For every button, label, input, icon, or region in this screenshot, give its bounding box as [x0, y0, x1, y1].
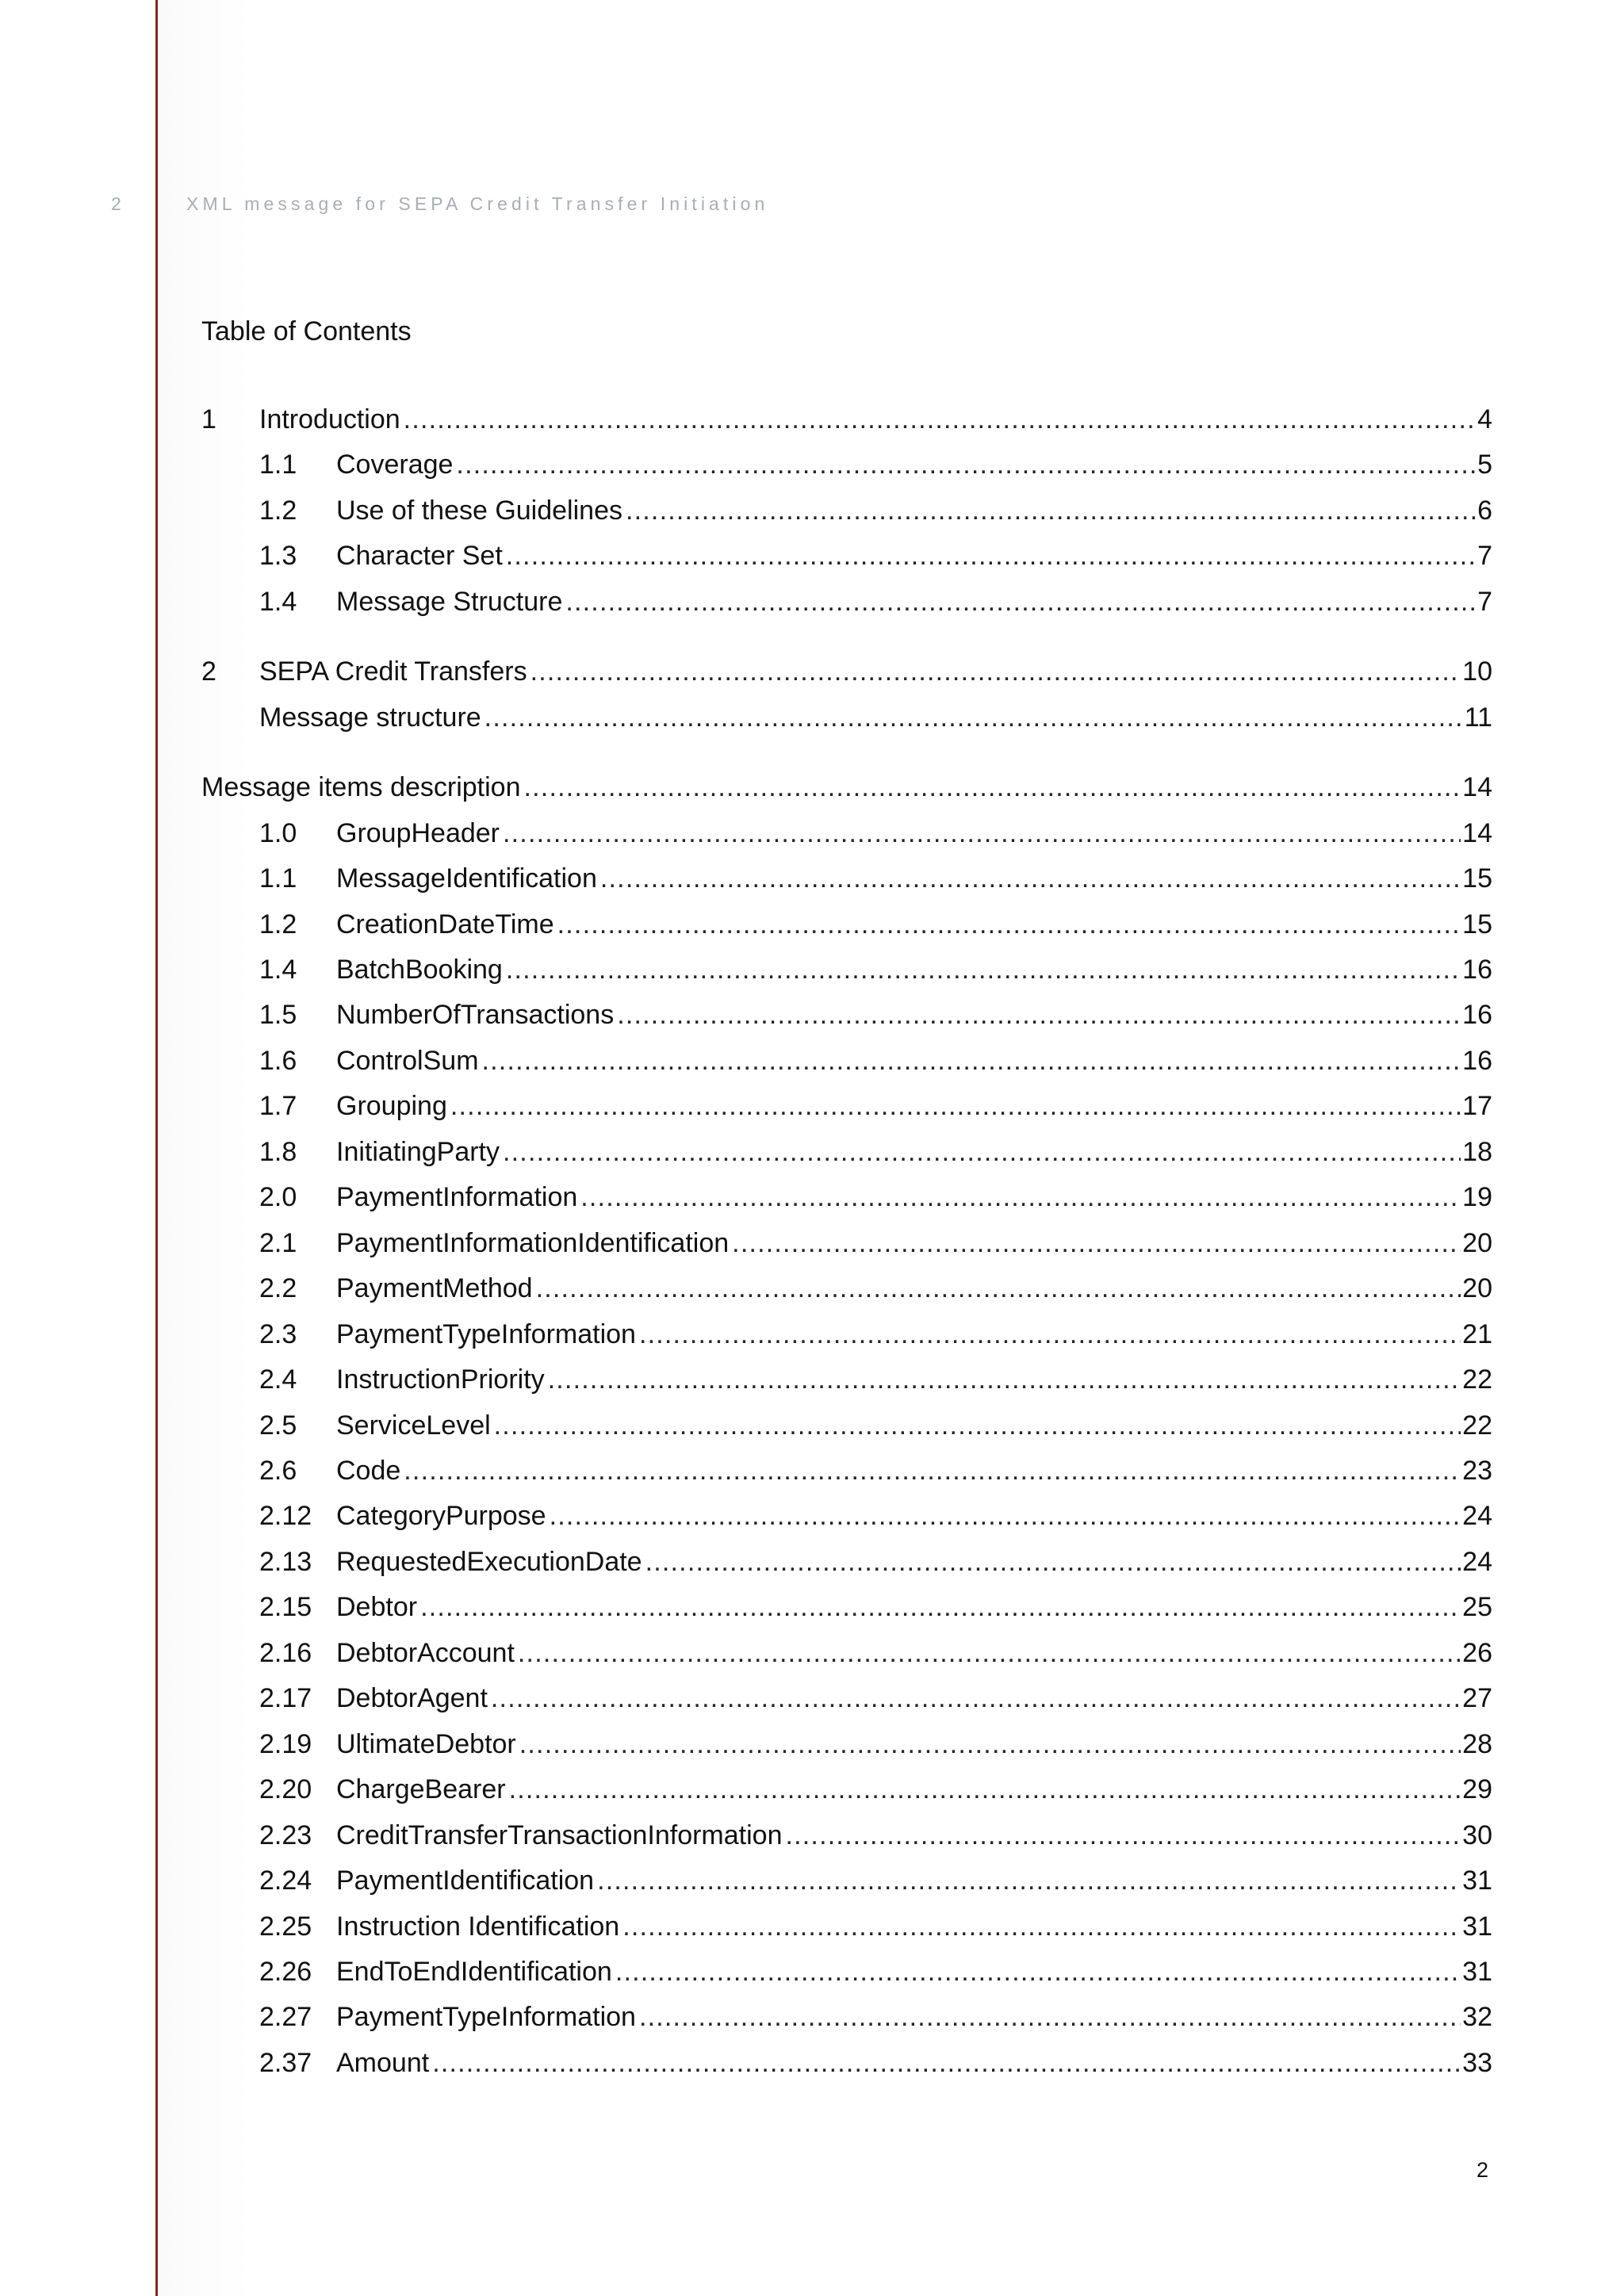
toc-entry[interactable]: [259, 997, 1492, 1032]
toc-entry-number: 2.2: [259, 1273, 297, 1303]
toc-entry-label: GroupHeader: [336, 818, 500, 848]
toc-entry-number: 1.2: [259, 496, 297, 526]
toc-dot-leader: [456, 447, 1476, 482]
toc-entry-page: 25: [1462, 1592, 1492, 1622]
toc-dot-leader: [617, 997, 1461, 1032]
toc-dot-leader: [550, 1498, 1461, 1533]
toc-entry-page: 24: [1462, 1501, 1492, 1531]
toc-entry-label: Message Structure: [336, 587, 563, 617]
toc-entry[interactable]: [259, 2045, 1492, 2080]
toc-dot-leader: [597, 1863, 1461, 1898]
toc-dot-leader: [548, 1362, 1461, 1397]
toc-dot-leader: [404, 402, 1476, 437]
toc-entry[interactable]: [259, 493, 1492, 528]
toc-entry-number: 1.2: [259, 909, 297, 939]
toc-entry[interactable]: [259, 1180, 1492, 1215]
toc-entry-page: 16: [1462, 1046, 1492, 1076]
toc-entry-page: 31: [1462, 1957, 1492, 1987]
toc-entry-label: Coverage: [336, 450, 454, 480]
toc-dot-leader: [622, 1909, 1461, 1944]
toc-entry-page: 7: [1477, 541, 1492, 571]
toc-entry[interactable]: [259, 1909, 1492, 1944]
toc-entry-label: CreationDateTime: [336, 909, 554, 939]
toc-entry-number: 2.0: [259, 1182, 297, 1212]
toc-entry-label: Instruction Identification: [336, 1911, 620, 1942]
toc-entry-page: 22: [1462, 1410, 1492, 1441]
toc-entry-page: 32: [1462, 2002, 1492, 2032]
running-header-title: XML message for SEPA Credit Transfer Initiation: [186, 193, 769, 214]
toc-entry-number: 1.7: [259, 1091, 297, 1121]
toc-entry-label: MessageIdentification: [336, 863, 597, 894]
toc-entry-number: 1.4: [259, 955, 297, 985]
toc-dot-leader: [518, 1636, 1461, 1670]
toc-dot-leader: [503, 1135, 1461, 1169]
toc-dot-leader: [580, 1180, 1461, 1215]
toc-entry[interactable]: [259, 1772, 1492, 1807]
toc-entry-label: ServiceLevel: [336, 1410, 491, 1441]
toc-dot-leader: [645, 1544, 1461, 1579]
toc-dot-leader: [485, 700, 1463, 735]
running-header-page-number: 2: [111, 193, 121, 214]
toc-dot-leader: [404, 1453, 1461, 1488]
toc-entry-page: 26: [1462, 1638, 1492, 1668]
toc-entry-number: 1.6: [259, 1046, 297, 1076]
toc-entry-label: PaymentIdentification: [336, 1866, 595, 1896]
toc-entry-number: 2.5: [259, 1410, 297, 1441]
toc-entry[interactable]: [259, 1453, 1492, 1488]
toc-dot-leader: [432, 2045, 1461, 2080]
toc-entry-label: Introduction: [259, 404, 400, 434]
toc-entry-label: SEPA Credit Transfers: [259, 656, 527, 687]
toc-entry-label: PaymentTypeInformation: [336, 1319, 636, 1349]
toc-dot-leader: [509, 1772, 1461, 1807]
toc-entry-page: 14: [1462, 818, 1492, 848]
toc-entry-page: 31: [1462, 1911, 1492, 1942]
toc-entry-page: 28: [1462, 1729, 1492, 1759]
toc-entry-label: Use of these Guidelines: [336, 496, 622, 526]
toc-entry-label: EndToEndIdentification: [336, 1957, 612, 1987]
toc-dot-leader: [600, 861, 1461, 896]
toc-dot-leader: [482, 1043, 1461, 1078]
footer-page-number: 2: [1477, 2158, 1489, 2182]
toc-entry-label: NumberOfTransactions: [336, 1000, 615, 1030]
toc-entry[interactable]: [201, 654, 1492, 689]
toc-entry-label: PaymentInformation: [336, 1182, 578, 1212]
toc-entry[interactable]: [259, 1317, 1492, 1352]
toc-entry-label: PaymentMethod: [336, 1273, 533, 1303]
toc-entry-page: 30: [1462, 1820, 1492, 1850]
toc-dot-leader: [494, 1408, 1461, 1443]
toc-entry-label: Amount: [336, 2048, 430, 2078]
toc-entry-label: CategoryPurpose: [336, 1501, 546, 1531]
toc-entry-number: 2.25: [259, 1911, 312, 1942]
toc-entry[interactable]: [201, 402, 1492, 437]
toc-dot-leader: [626, 493, 1476, 528]
toc-entry[interactable]: [259, 1043, 1492, 1078]
toc-entry-number: 2.24: [259, 1866, 312, 1896]
toc-entry-page: 6: [1477, 496, 1492, 526]
toc-entry-label: Message items description: [201, 772, 521, 802]
toc-entry-number: 1.4: [259, 587, 297, 617]
toc-entry-number: 1: [201, 404, 216, 434]
toc-entry-number: 2.26: [259, 1957, 312, 1987]
toc-entry-page: 29: [1462, 1774, 1492, 1804]
toc-entry-label: RequestedExecutionDate: [336, 1547, 642, 1577]
toc-entry[interactable]: [259, 1544, 1492, 1579]
toc-dot-leader: [785, 1818, 1461, 1853]
toc-entry[interactable]: [259, 1135, 1492, 1169]
toc-entry-label: BatchBooking: [336, 955, 503, 985]
toc-entry-number: 2.37: [259, 2048, 312, 2078]
toc-entry[interactable]: [259, 1681, 1492, 1716]
toc-entry-number: 2.13: [259, 1547, 312, 1577]
toc-entry-page: 20: [1462, 1273, 1492, 1303]
toc-entry[interactable]: [259, 1999, 1492, 2034]
toc-dot-leader: [557, 907, 1461, 942]
toc-entry-page: 24: [1462, 1547, 1492, 1577]
toc-entry[interactable]: [259, 907, 1492, 942]
toc-entry-number: 2.19: [259, 1729, 312, 1759]
toc-entry-label: CreditTransferTransactionInformation: [336, 1820, 783, 1850]
toc-entry-page: 11: [1464, 702, 1492, 733]
toc-entry-page: 10: [1462, 656, 1492, 687]
toc-entry-page: 14: [1462, 772, 1492, 802]
toc-entry[interactable]: [259, 1818, 1492, 1853]
toc-entry[interactable]: [259, 1226, 1492, 1261]
toc-dot-leader: [506, 538, 1476, 573]
toc-entry-number: 1.8: [259, 1137, 297, 1167]
toc-entry[interactable]: [259, 1408, 1492, 1443]
toc-dot-leader: [450, 1089, 1461, 1123]
toc-entry-label: Code: [336, 1456, 401, 1486]
toc-dot-leader: [519, 1727, 1461, 1762]
toc-entry-page: 33: [1462, 2048, 1492, 2078]
toc-entry[interactable]: [259, 1727, 1492, 1762]
toc-entry[interactable]: [259, 1590, 1492, 1624]
toc-entry-label: DebtorAgent: [336, 1683, 488, 1713]
toc-entry[interactable]: [259, 952, 1492, 987]
toc-entry-number: 1.3: [259, 541, 297, 571]
toc-entry-page: 20: [1462, 1228, 1492, 1258]
toc-entry-page: 16: [1462, 955, 1492, 985]
toc-entry-number: 2.12: [259, 1501, 312, 1531]
toc-entry[interactable]: [259, 816, 1492, 851]
toc-dot-leader: [536, 1271, 1461, 1306]
toc-dot-leader: [565, 584, 1476, 619]
toc-dot-leader: [639, 1999, 1461, 2034]
toc-entry-number: 1.1: [259, 450, 297, 480]
toc-entry-page: 15: [1462, 863, 1492, 894]
toc-entry-number: 1.5: [259, 1000, 297, 1030]
toc-entry-label: InstructionPriority: [336, 1364, 545, 1395]
toc-entry-number: 2.16: [259, 1638, 312, 1668]
toc-entry-number: 2.3: [259, 1319, 297, 1349]
toc-entry-number: 2.15: [259, 1592, 312, 1622]
toc-entry-label: DebtorAccount: [336, 1638, 515, 1668]
toc-entry-page: 21: [1462, 1319, 1492, 1349]
toc-entry[interactable]: [259, 584, 1492, 619]
toc-entry-page: 15: [1462, 909, 1492, 939]
toc-dot-leader: [524, 770, 1461, 805]
toc-entry-page: 4: [1477, 404, 1492, 434]
toc-entry-label: ChargeBearer: [336, 1774, 506, 1804]
toc-entry-number: 1.1: [259, 863, 297, 894]
toc-entry[interactable]: [259, 1362, 1492, 1397]
toc-entry-page: 7: [1477, 587, 1492, 617]
toc-entry-label: PaymentTypeInformation: [336, 2002, 636, 2032]
toc-entry[interactable]: [259, 861, 1492, 896]
toc-entry-label: UltimateDebtor: [336, 1729, 516, 1759]
toc-dot-leader: [639, 1317, 1461, 1352]
toc-entry-page: 17: [1462, 1091, 1492, 1121]
toc-entry-number: 2.17: [259, 1683, 312, 1713]
toc-entry[interactable]: [259, 1636, 1492, 1670]
toc-entry-page: 31: [1462, 1866, 1492, 1896]
toc-entry-page: 22: [1462, 1364, 1492, 1395]
toc-entry-number: 2.4: [259, 1364, 297, 1395]
toc-entry[interactable]: [259, 538, 1492, 573]
toc-dot-leader: [615, 1954, 1461, 1989]
toc-entry-label: Grouping: [336, 1091, 447, 1121]
toc-entry[interactable]: [259, 1863, 1492, 1898]
toc-dot-leader: [420, 1590, 1461, 1624]
toc-entry[interactable]: [201, 770, 1492, 805]
toc-entry-label: PaymentInformationIdentification: [336, 1228, 730, 1258]
toc-entry-label: Character Set: [336, 541, 503, 571]
toc-dot-leader: [506, 952, 1461, 987]
toc-entry[interactable]: [259, 1089, 1492, 1123]
toc-entry[interactable]: [259, 700, 1492, 735]
toc-entry-page: 27: [1462, 1683, 1492, 1713]
toc-entry-page: 18: [1462, 1137, 1492, 1167]
toc-entry-number: 2: [201, 656, 216, 687]
toc-entry-number: 2.1: [259, 1228, 297, 1258]
toc-entry-page: 5: [1477, 450, 1492, 480]
toc-entry[interactable]: [259, 447, 1492, 482]
toc-entry-number: 1.0: [259, 818, 297, 848]
toc-entry[interactable]: [259, 1498, 1492, 1533]
toc-entry-number: 2.27: [259, 2002, 312, 2032]
toc-entry-number: 2.20: [259, 1774, 312, 1804]
toc-entry[interactable]: [259, 1954, 1492, 1989]
toc-entry-page: 16: [1462, 1000, 1492, 1030]
toc-entry-page: 23: [1462, 1456, 1492, 1486]
toc-entry-label: Debtor: [336, 1592, 418, 1622]
toc-dot-leader: [530, 654, 1461, 689]
toc-entry-number: 2.23: [259, 1820, 312, 1850]
toc-dot-leader: [732, 1226, 1461, 1261]
toc-dot-leader: [503, 816, 1461, 851]
toc-title: Table of Contents: [201, 316, 412, 346]
toc-entry[interactable]: [259, 1271, 1492, 1306]
toc-entry-label: InitiatingParty: [336, 1137, 500, 1167]
toc-entry-label: Message structure: [259, 702, 481, 733]
toc-dot-leader: [491, 1681, 1461, 1716]
toc-entry-label: ControlSum: [336, 1046, 479, 1076]
toc-entry-page: 19: [1462, 1182, 1492, 1212]
toc-entry-number: 2.6: [259, 1456, 297, 1486]
